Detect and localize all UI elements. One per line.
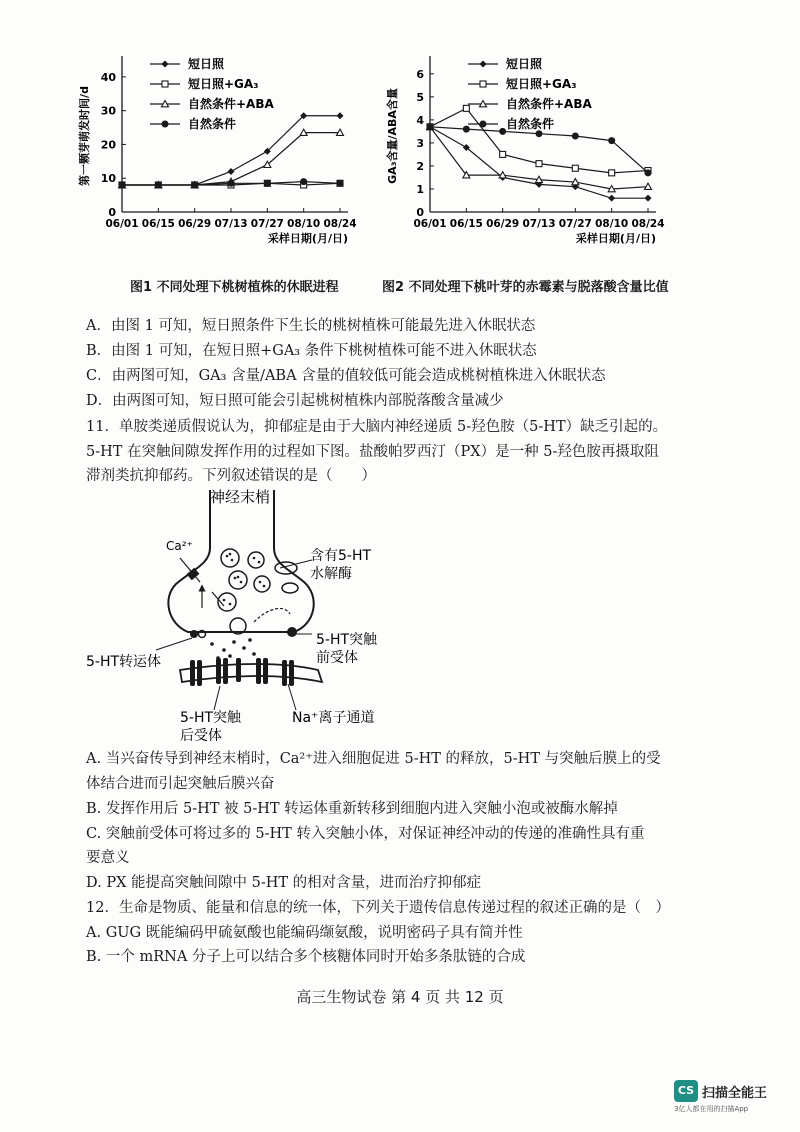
q11-option-c-line1: C. 突触前受体可将过多的 5-HT 转入突触小体，对保证神经冲动的传递的准确性具有重 <box>86 826 645 842</box>
data-point <box>337 112 344 119</box>
watermark-tagline: 3亿人都在用的扫描App <box>674 1105 749 1113</box>
x-tick-label: 07/13 <box>522 218 556 230</box>
y-tick-label: 1 <box>416 182 424 196</box>
x-tick-label: 07/27 <box>558 218 592 230</box>
legend-entry-2 <box>150 96 274 111</box>
data-point <box>608 137 615 144</box>
legend-label: 短日照 <box>188 57 225 71</box>
figure-1-caption: 图1 不同处理下桃树植株的休眠进程 <box>130 280 339 295</box>
q12-option-b: B. 一个 mRNA 分子上可以结合多个核糖体同时开始多条肽链的合成 <box>86 949 526 965</box>
x-axis-label: 采样日期(月/日) <box>575 232 656 245</box>
label-nerve-terminal: 神经末梢 <box>210 488 271 506</box>
legend-entry-0 <box>150 56 225 71</box>
figure-2-caption: 图2 不同处理下桃叶芽的赤霉素与脱落酸含量比值 <box>382 280 669 295</box>
data-point <box>608 195 615 202</box>
5ht-molecules <box>210 638 256 660</box>
x-tick-label: 08/10 <box>595 218 629 230</box>
data-point <box>119 181 126 188</box>
series-1 <box>427 105 651 175</box>
y-tick-label: 2 <box>416 159 424 173</box>
cs-logo-icon: CS <box>674 1080 698 1102</box>
q11-stem-line2: 5-HT 在突触间隙发挥作用的过程如下图。盐酸帕罗西汀（PX）是一种 5-羟色胺再摄取阻 <box>86 444 659 460</box>
y-tick-label: 40 <box>100 70 116 84</box>
presynaptic-receptor-icon <box>287 627 297 637</box>
legend-entry-2 <box>468 96 592 111</box>
figure-1-svg <box>70 50 370 265</box>
data-point <box>572 133 579 140</box>
legend-marker <box>162 61 169 68</box>
postsynaptic-receptors <box>190 658 294 686</box>
q11-stem-line3: 滞剂类抗抑郁药。下列叙述错误的是（ ） <box>86 468 376 484</box>
data-point <box>645 169 652 176</box>
y-tick-label: 20 <box>100 138 116 152</box>
y-tick-label: 3 <box>416 136 424 150</box>
legend-label: 短日照+GA₃ <box>188 77 259 91</box>
data-point <box>463 105 469 111</box>
legend-label: 自然条件+ABA <box>506 97 592 111</box>
legend-entry-1 <box>150 76 258 91</box>
x-tick-label: 07/27 <box>250 218 284 230</box>
y-tick-label: 5 <box>416 90 424 104</box>
label-enzyme-line1: 含有5-HT <box>310 548 372 564</box>
legend-entry-3 <box>150 116 236 131</box>
q11-option-b: B. 发挥作用后 5-HT 被 5-HT 转运体重新转移到细胞内进入突触小泡或被酶水解掉 <box>86 801 618 817</box>
page-footer: 高三生物试卷 第 4 页 共 12 页 <box>296 988 504 1006</box>
q11-option-d: D. PX 能提高突触间隙中 5-HT 的相对含量，进而治疗抑郁症 <box>86 875 482 891</box>
data-point <box>155 181 162 188</box>
legend-marker <box>162 121 169 128</box>
q10-option-c: C．由两图可知，GA₃ 含量/ABA 含量的值较低可能会造成桃树植株进入休眠状态 <box>86 368 606 384</box>
presynaptic-membrane <box>168 490 313 632</box>
legend-entry-3 <box>468 116 554 131</box>
legend-label: 自然条件 <box>188 117 237 131</box>
data-point <box>264 180 271 187</box>
label-pre-receptor-line1: 5-HT突触 <box>316 632 378 648</box>
x-tick-label: 08/24 <box>631 218 665 230</box>
x-tick-label: 08/10 <box>287 218 321 230</box>
legend-label: 短日照+GA₃ <box>506 77 577 91</box>
synaptic-vesicles <box>218 549 270 611</box>
q10-option-d: D．由两图可知，短日照可能会引起桃树植株内部脱落酸含量减少 <box>86 393 504 409</box>
legend-entry-1 <box>468 76 576 91</box>
figure-1-chart <box>70 50 370 265</box>
q10-option-a: A．由图 1 可知，短日照条件下生长的桃树植株可能最先进入休眠状态 <box>86 318 536 334</box>
legend-marker <box>480 121 487 128</box>
x-tick-label: 06/01 <box>105 218 139 230</box>
label-post-receptor-line1: 5-HT突触 <box>180 710 242 726</box>
q11-option-a-line1: A. 当兴奋传导到神经末梢时，Ca²⁺进入细胞促进 5-HT 的释放，5-HT 与突触后膜上的受 <box>86 751 661 767</box>
x-tick-label: 06/15 <box>141 218 175 230</box>
data-point <box>645 195 652 202</box>
q10-option-b: B．由图 1 可知，在短日照+GA₃ 条件下桃树植株可能不进入休眠状态 <box>86 343 537 359</box>
legend-entry-0 <box>468 56 543 71</box>
data-point <box>572 165 578 171</box>
y-tick-label: 30 <box>100 104 116 118</box>
x-tick-label: 06/01 <box>413 218 447 230</box>
y-axis-label: 第一颗芽萌发时间/d <box>78 86 91 186</box>
data-point <box>337 180 344 187</box>
series-3 <box>427 123 652 176</box>
x-axis-label: 采样日期(月/日) <box>267 232 348 245</box>
watermark-brand: 扫描全能王 <box>702 1086 768 1101</box>
x-tick-label: 07/13 <box>214 218 248 230</box>
y-tick-label: 10 <box>100 172 116 186</box>
label-na-channel: Na⁺离子通道 <box>292 710 375 726</box>
figure-2-svg <box>378 50 678 265</box>
label-post-receptor-line2: 后受体 <box>180 728 222 744</box>
legend-label: 自然条件 <box>506 117 555 131</box>
data-point <box>228 180 235 187</box>
label-ca: Ca²⁺ <box>166 539 193 553</box>
data-point <box>536 130 543 137</box>
q11-option-a-line2: 体结合进而引起突触后膜兴奋 <box>86 776 275 792</box>
x-tick-label: 06/15 <box>449 218 483 230</box>
x-tick-label: 06/29 <box>178 218 212 230</box>
label-enzyme-line2: 水解酶 <box>310 566 352 582</box>
data-point <box>427 123 434 130</box>
data-point <box>191 181 198 188</box>
legend-label: 自然条件+ABA <box>188 97 274 111</box>
y-tick-label: 0 <box>108 206 116 219</box>
q12-option-a: A. GUG 既能编码甲硫氨酸也能编码缬氨酸，说明密码子具有简并性 <box>86 925 523 941</box>
data-point <box>300 178 307 185</box>
y-axis-label: GA₃含量/ABA含量 <box>386 88 399 184</box>
y-tick-label: 4 <box>416 113 424 127</box>
data-point <box>609 170 615 176</box>
figure-2-chart <box>378 50 678 265</box>
x-tick-label: 08/24 <box>323 218 357 230</box>
label-transporter: 5-HT转运体 <box>86 654 162 670</box>
data-point <box>228 168 235 175</box>
data-point <box>500 151 506 157</box>
label-pre-receptor-line2: 前受体 <box>316 650 358 666</box>
series-2 <box>119 129 344 188</box>
data-point <box>536 161 542 167</box>
scanner-watermark <box>674 1080 792 1118</box>
legend-marker <box>480 61 487 68</box>
x-tick-label: 06/29 <box>486 218 520 230</box>
legend-marker <box>162 81 168 87</box>
legend-label: 短日照 <box>506 57 543 71</box>
q11-option-c-line2: 要意义 <box>86 850 130 866</box>
transporter-icon <box>190 630 198 638</box>
q12-stem: 12．生命是物质、能量和信息的统一体，下列关于遗传信息传递过程的叙述正确的是（ ） <box>86 900 670 916</box>
y-tick-label: 0 <box>416 206 424 219</box>
q11-stem-line1: 11．单胺类递质假说认为，抑郁症是由于大脑内神经递质 5-羟色胺（5-HT）缺乏引起的。 <box>86 419 668 435</box>
legend-marker <box>480 81 486 87</box>
synapse-diagram <box>84 484 414 746</box>
y-tick-label: 6 <box>416 67 424 81</box>
data-point <box>463 126 470 133</box>
